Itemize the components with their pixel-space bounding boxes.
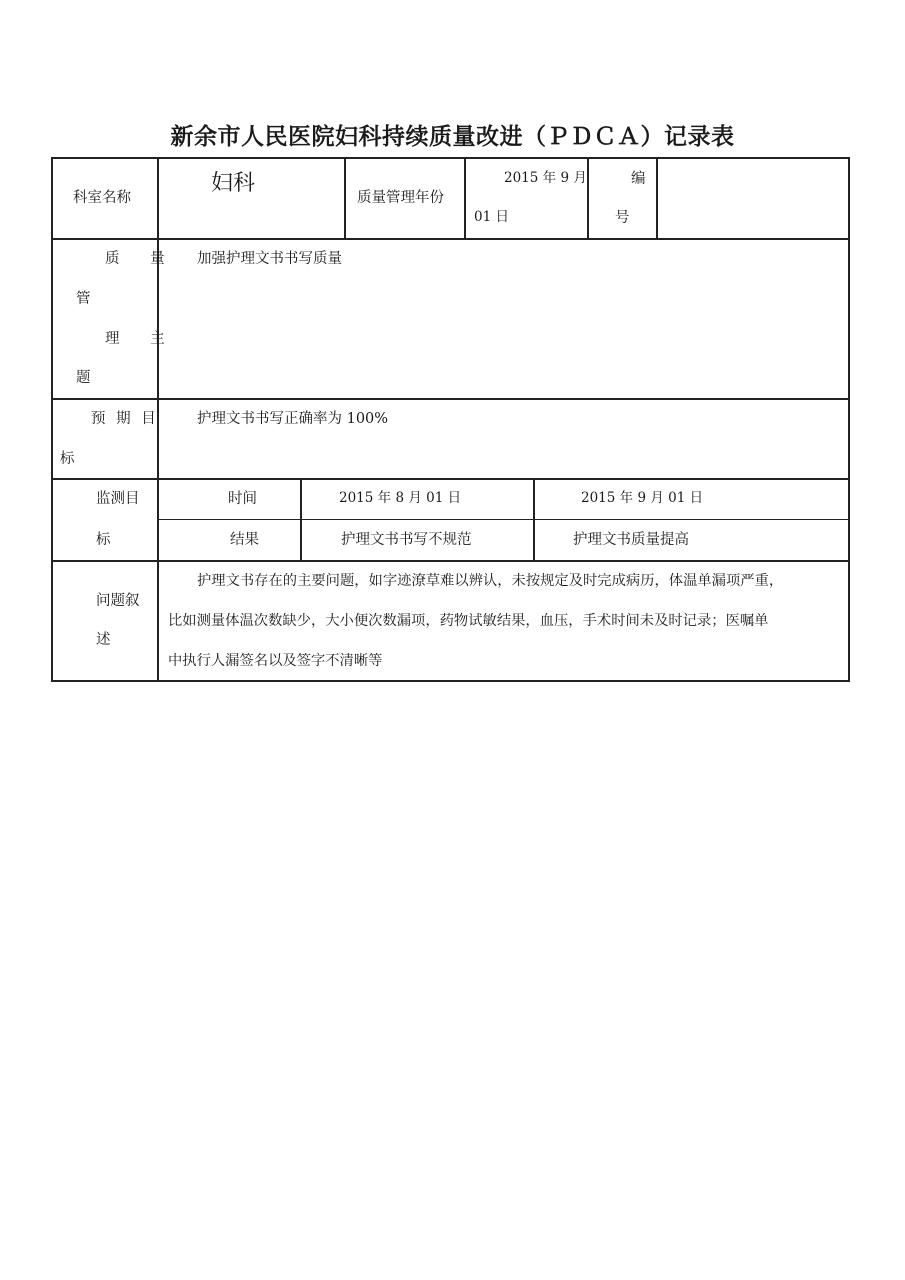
time-after: 2015 年 9 月 01 日: [581, 490, 704, 506]
page-title: 新余市人民医院妇科持续质量改进（ＰＤＣＡ）记录表: [170, 124, 735, 150]
number-label: 号: [615, 210, 630, 226]
result-after: 护理文书质量提高: [573, 532, 689, 548]
goal-label: 预 期 目: [91, 411, 159, 427]
topic-label: 题: [76, 370, 91, 386]
goal-label: 标: [60, 451, 75, 467]
problem-text-line: 护理文书存在的主要问题，如字迹潦草难以辨认，未按规定及时完成病历，体温单漏项严重，: [197, 573, 784, 589]
year-value: 2015 年 9 月: [504, 170, 587, 186]
col-divider: [300, 478, 302, 561]
table-border-top: [51, 157, 850, 159]
col-divider: [464, 157, 466, 239]
monitor-label: 标: [96, 532, 111, 548]
problem-text-line: 中执行人漏签名以及签字不清晰等: [168, 653, 383, 669]
col-divider: [533, 478, 535, 561]
table-border-bottom: [51, 680, 850, 682]
row-divider: [51, 478, 850, 480]
col-divider: [344, 157, 346, 239]
row-divider: [51, 238, 850, 240]
problem-text-line: 比如测量体温次数缺少，大小便次数漏项，药物试敏结果，血压，手术时间未及时记录；医嘱单: [168, 613, 769, 629]
dept-label: 科室名称: [73, 190, 131, 206]
year-label: 质量管理年份: [357, 190, 444, 206]
dept-value: 妇科: [211, 171, 256, 196]
col-divider: [656, 157, 658, 239]
table-border-left: [51, 157, 53, 682]
number-label: 编: [631, 171, 646, 187]
row-divider: [157, 519, 849, 520]
result-label: 结果: [230, 532, 259, 548]
topic-label: 理 主: [105, 331, 178, 347]
topic-label: 质 量: [105, 251, 178, 267]
table-border-right: [848, 157, 850, 682]
row-divider: [51, 560, 850, 562]
time-label: 时间: [228, 491, 257, 507]
problem-label: 述: [96, 632, 111, 648]
topic-value: 加强护理文书书写质量: [197, 251, 342, 267]
problem-label: 问题叙: [96, 593, 140, 609]
time-before: 2015 年 8 月 01 日: [339, 490, 462, 506]
goal-value: 护理文书书写正确率为 100%: [197, 411, 389, 427]
topic-label: 管: [76, 291, 91, 307]
monitor-label: 监测目: [96, 491, 140, 507]
col-divider: [587, 157, 589, 239]
year-value: 01 日: [474, 209, 509, 225]
row-divider: [51, 398, 850, 400]
result-before: 护理文书书写不规范: [341, 532, 472, 548]
